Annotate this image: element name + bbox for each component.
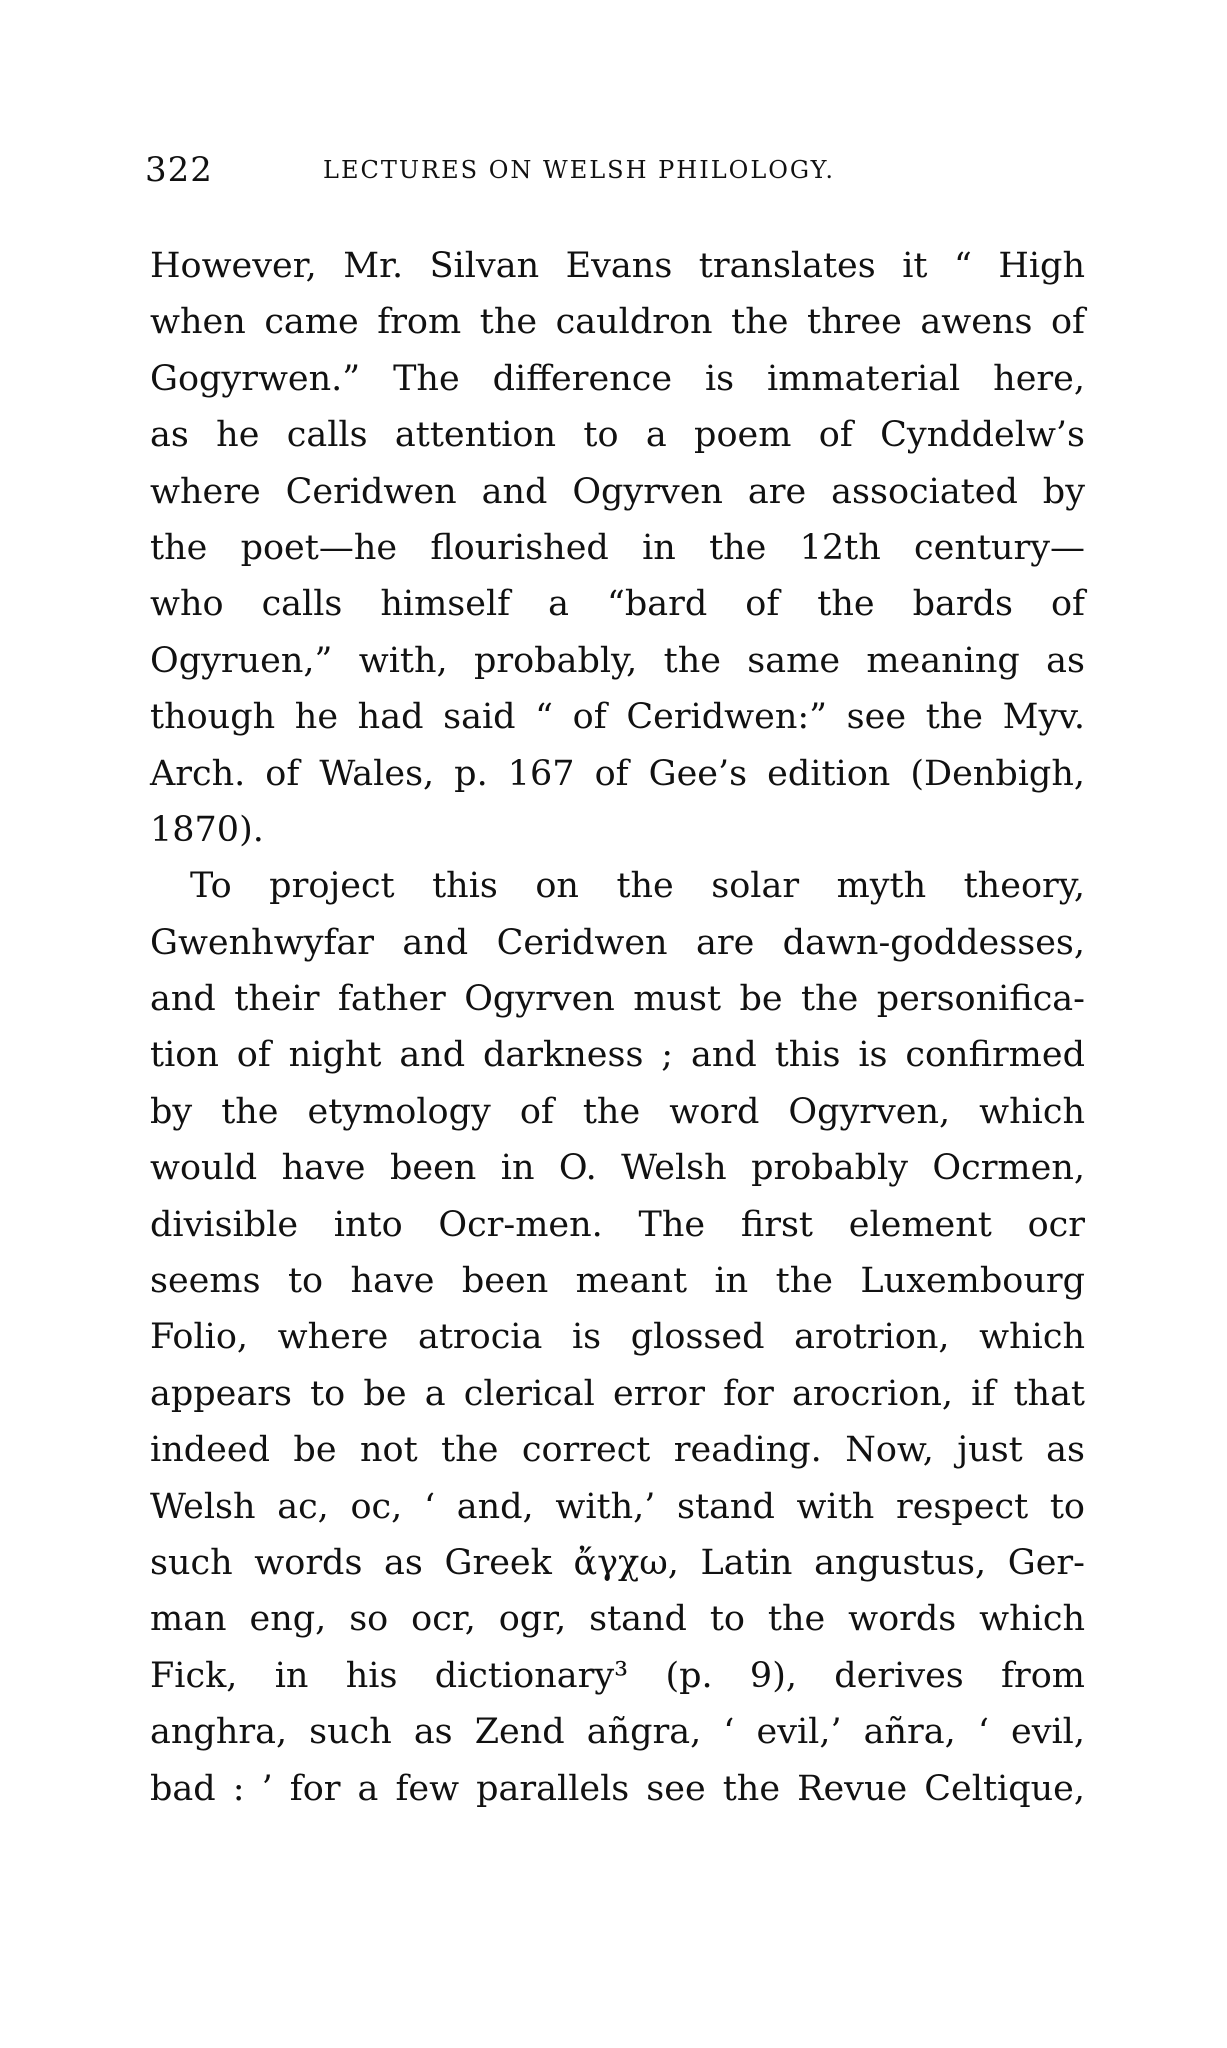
text-line: man eng, so ocr, ogr, stand to the words which <box>150 1599 1085 1640</box>
paragraph-2 <box>150 858 1085 1817</box>
text-line: Welsh ac, oc, ‘ and, with,’ stand with respect to <box>150 1486 1085 1527</box>
text-line: appears to be a clerical error for arocrion, if that <box>150 1373 1085 1414</box>
text-line: 1870). <box>150 809 264 850</box>
text-line: seems to have been meant in the Luxembourg <box>150 1261 1085 1302</box>
text-line: Fick, in his dictionary³ (p. 9), derives from <box>150 1655 1085 1696</box>
text-line: tion of night and darkness ; and this is confirmed <box>150 1035 1085 1076</box>
text-line: divisible into Ocr-men. The first element ocr <box>150 1204 1085 1245</box>
text-line: anghra, such as Zend añgra, ‘ evil,’ añra, ‘ evil, <box>150 1712 1085 1753</box>
text-line: bad : ’ for a few parallels see the Revue Celtique, <box>150 1768 1085 1809</box>
text-line: Gogyrwen.” The difference is immaterial here, <box>150 358 1085 399</box>
text-line: To project this on the solar myth theory, <box>190 866 1085 907</box>
text-line: who calls himself a “bard of the bards of <box>150 584 1085 625</box>
body-text <box>150 238 1085 1817</box>
page-number: 322 <box>145 150 213 190</box>
text-line: the poet—he flourished in the 12th century— <box>150 527 1085 568</box>
text-line: as he calls attention to a poem of Cynddelw’s <box>150 415 1085 456</box>
text-line: by the etymology of the word Ogyrven, which <box>150 1091 1085 1132</box>
text-line: Folio, where atrocia is glossed arotrion, which <box>150 1317 1085 1358</box>
text-line: where Ceridwen and Ogyrven are associated by <box>150 471 1085 512</box>
running-title: LECTURES ON WELSH PHILOLOGY. <box>323 156 836 184</box>
text-line: and their father Ogyrven must be the personifica- <box>150 979 1085 1020</box>
text-line: would have been in O. Welsh probably Ocrmen, <box>150 1148 1085 1189</box>
text-line: though he had said “ of Ceridwen:” see the Myv. <box>150 697 1085 738</box>
running-head <box>145 145 1085 195</box>
text-line: However, Mr. Silvan Evans translates it “ High <box>150 246 1085 286</box>
text-line: Gwenhwyfar and Ceridwen are dawn-goddesses, <box>150 922 1085 963</box>
text-line: indeed be not the correct reading. Now, just as <box>150 1430 1085 1471</box>
text-line: such words as Greek ἄγχω, Latin angustus, Ger- <box>150 1542 1085 1583</box>
paragraph-1 <box>150 238 1085 858</box>
text-line: Ogyruen,” with, probably, the same meaning as <box>150 640 1085 681</box>
text-line: Arch. of Wales, p. 167 of Gee’s edition (Denbigh, <box>150 753 1085 794</box>
text-line: when came from the cauldron the three awens of <box>150 302 1085 343</box>
